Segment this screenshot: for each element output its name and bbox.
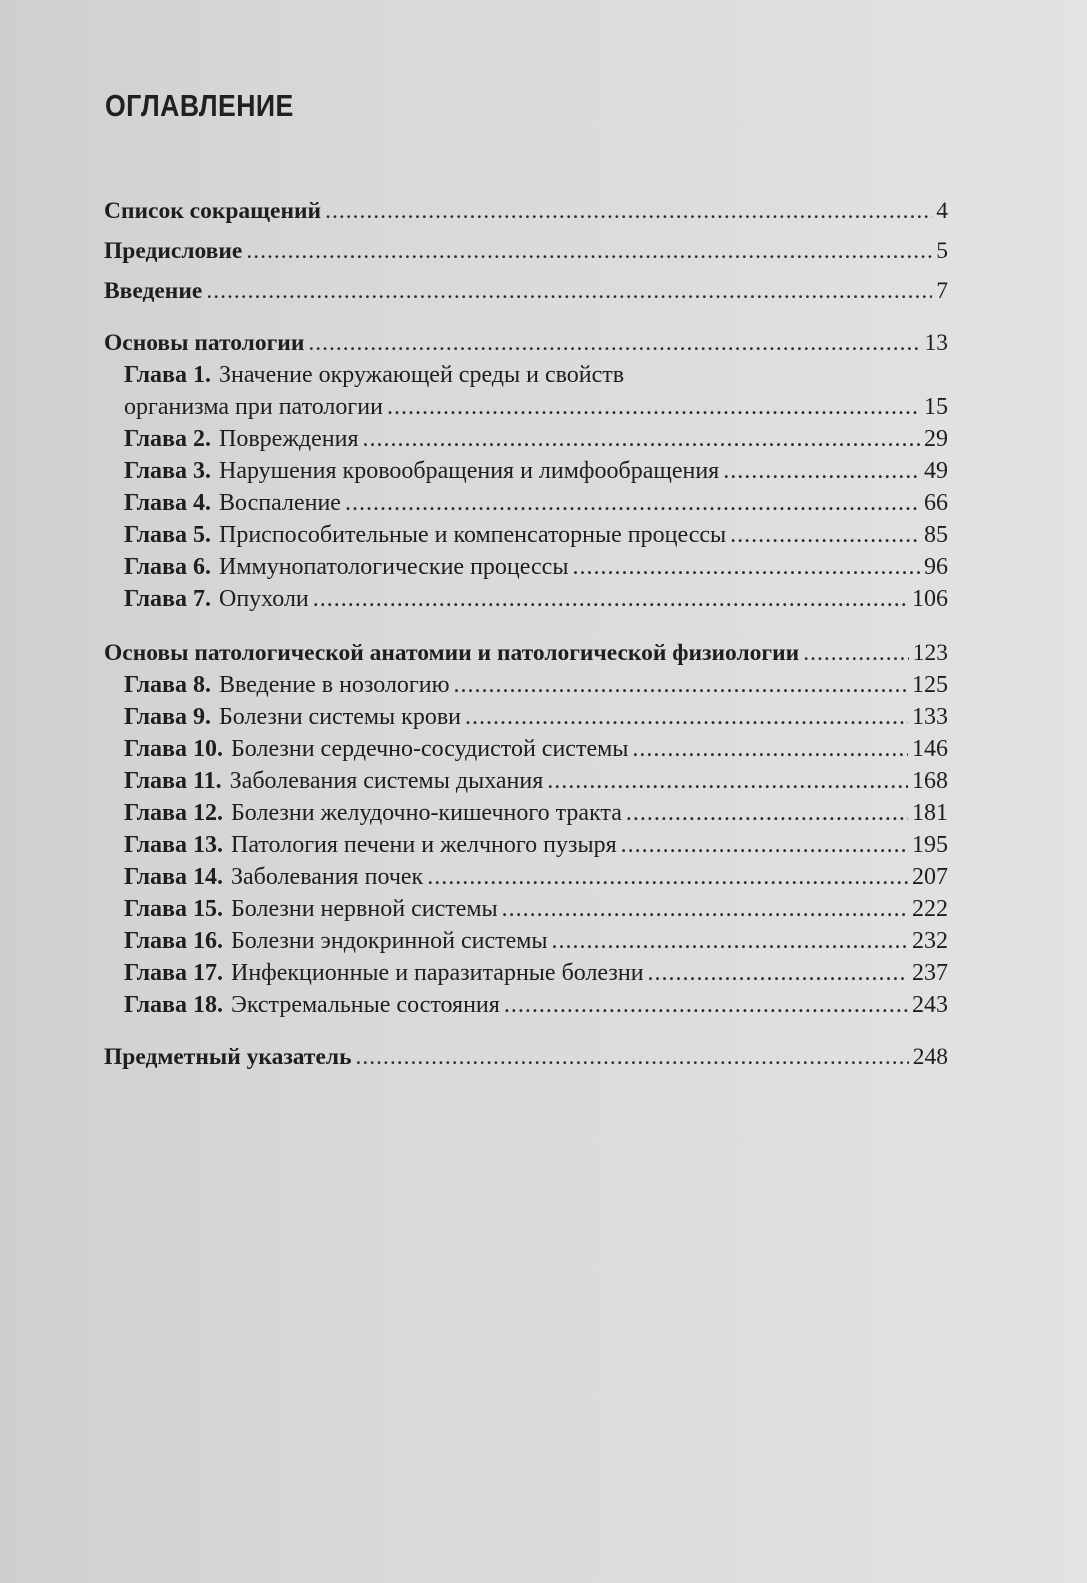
toc-chapter-9: [104, 701, 948, 733]
toc-page-number: 49: [924, 458, 948, 484]
chapter-number: Глава 10.: [124, 736, 223, 762]
toc-page-number: 29: [924, 426, 948, 452]
leader-dots: [504, 989, 908, 1021]
toc-entry-title: Введение: [104, 278, 203, 304]
chapter-number: Глава 3.: [124, 458, 211, 484]
toc-chapter-13: [104, 829, 948, 861]
leader-dots: [632, 733, 908, 765]
toc-page-number: 125: [912, 672, 948, 698]
toc-page-number: 222: [912, 896, 948, 922]
toc-page-number: 195: [912, 832, 948, 858]
toc-chapter-7: [104, 583, 948, 615]
chapter-title: Заболевания системы дыхания: [229, 768, 544, 794]
toc-page-number: 5: [936, 238, 948, 264]
toc-page-number: 232: [912, 928, 948, 954]
leader-dots: [723, 455, 920, 487]
chapter-title: Патология печени и желчного пузыря: [231, 832, 617, 858]
chapter-number: Глава 2.: [124, 426, 211, 452]
toc-entry-preface: [104, 235, 948, 267]
chapter-number: Глава 1.: [124, 362, 211, 388]
leader-dots: [356, 1041, 909, 1073]
toc-page-number: 7: [936, 278, 948, 304]
chapter-title: Экстремальные состояния: [231, 992, 500, 1018]
toc-page-number: 106: [912, 586, 948, 612]
page-title: ОГЛАВЛЕНИЕ: [105, 88, 294, 123]
toc-page-number: 207: [912, 864, 948, 890]
toc-entry-title: Предметный указатель: [104, 1044, 352, 1070]
chapter-title: Заболевания почек: [231, 864, 424, 890]
toc-part-title: Основы патологической анатомии и патологической физиологии: [104, 640, 800, 666]
leader-dots: [803, 637, 909, 669]
chapter-title: Приспособительные и компенсаторные процессы: [219, 522, 727, 548]
toc-chapter-18: [104, 989, 948, 1021]
chapter-number: Глава 5.: [124, 522, 211, 548]
leader-dots: [621, 829, 908, 861]
leader-dots: [325, 195, 932, 227]
chapter-title: Болезни нервной системы: [231, 896, 498, 922]
toc-chapter-10: [104, 733, 948, 765]
leader-dots: [502, 893, 908, 925]
leader-dots: [308, 327, 920, 359]
leader-dots: [465, 701, 908, 733]
toc-chapter-14: [104, 861, 948, 893]
toc-page-number: 248: [912, 1044, 948, 1070]
toc-entry-subject-index: [104, 1041, 948, 1073]
toc-chapter-2: [104, 423, 948, 455]
toc-part-2: [104, 637, 948, 669]
chapter-number: Глава 8.: [124, 672, 211, 698]
table-of-contents: [104, 195, 948, 1073]
chapter-number: Глава 17.: [124, 960, 223, 986]
toc-page-number: 133: [912, 704, 948, 730]
toc-part-title: Основы патологии: [104, 330, 305, 356]
toc-part-1: [104, 327, 948, 359]
toc-page-number: 13: [924, 330, 948, 356]
toc-page-number: 15: [924, 394, 948, 420]
toc-page-number: 168: [912, 768, 948, 794]
toc-entry-abbreviations: [104, 195, 948, 227]
leader-dots: [313, 583, 908, 615]
toc-page-number: 237: [912, 960, 948, 986]
leader-dots: [246, 235, 932, 267]
toc-chapter-1-continued: [104, 391, 948, 423]
toc-page-number: 96: [924, 554, 948, 580]
chapter-number: Глава 14.: [124, 864, 223, 890]
toc-chapter-17: [104, 957, 948, 989]
toc-page-number: 85: [924, 522, 948, 548]
toc-chapter-6: [104, 551, 948, 583]
chapter-title: Значение окружающей среды и свойств: [219, 362, 625, 388]
leader-dots: [454, 669, 908, 701]
chapter-title: Воспаление: [219, 490, 341, 516]
toc-entry-title: Предисловие: [104, 238, 243, 264]
chapter-title: Иммунопатологические процессы: [219, 554, 569, 580]
leader-dots: [730, 519, 920, 551]
leader-dots: [547, 765, 908, 797]
chapter-title: Нарушения кровообращения и лимфообращения: [219, 458, 720, 484]
toc-chapter-4: [104, 487, 948, 519]
toc-page-number: 66: [924, 490, 948, 516]
toc-chapter-12: [104, 797, 948, 829]
leader-dots: [626, 797, 908, 829]
toc-chapter-3: [104, 455, 948, 487]
leader-dots: [206, 275, 932, 307]
toc-chapter-16: [104, 925, 948, 957]
leader-dots: [387, 391, 920, 423]
toc-chapter-1: [104, 359, 948, 391]
chapter-title: Болезни сердечно-сосудистой системы: [231, 736, 629, 762]
toc-page-number: 146: [912, 736, 948, 762]
leader-dots: [552, 925, 908, 957]
chapter-number: Глава 12.: [124, 800, 223, 826]
toc-page-number: 4: [936, 198, 948, 224]
chapter-title-continued: организма при патологии: [124, 394, 383, 420]
toc-page-number: 243: [912, 992, 948, 1018]
chapter-title: Введение в нозологию: [219, 672, 450, 698]
chapter-number: Глава 15.: [124, 896, 223, 922]
leader-dots: [572, 551, 920, 583]
chapter-title: Болезни системы крови: [219, 704, 461, 730]
toc-chapter-8: [104, 669, 948, 701]
chapter-title: Болезни желудочно-кишечного тракта: [231, 800, 622, 826]
leader-dots: [345, 487, 920, 519]
toc-page-number: 181: [912, 800, 948, 826]
chapter-number: Глава 7.: [124, 586, 211, 612]
chapter-title: Инфекционные и паразитарные болезни: [231, 960, 644, 986]
chapter-title: Болезни эндокринной системы: [231, 928, 548, 954]
leader-dots: [427, 861, 908, 893]
chapter-title: Опухоли: [219, 586, 309, 612]
chapter-number: Глава 6.: [124, 554, 211, 580]
chapter-number: Глава 9.: [124, 704, 211, 730]
chapter-number: Глава 18.: [124, 992, 223, 1018]
chapter-title: Повреждения: [219, 426, 359, 452]
leader-dots: [363, 423, 921, 455]
chapter-number: Глава 16.: [124, 928, 223, 954]
toc-entry-title: Список сокращений: [104, 198, 322, 224]
chapter-number: Глава 4.: [124, 490, 211, 516]
toc-chapter-15: [104, 893, 948, 925]
toc-page-number: 123: [912, 640, 948, 666]
toc-chapter-11: [104, 765, 948, 797]
leader-dots: [648, 957, 908, 989]
chapter-number: Глава 11.: [124, 768, 222, 794]
toc-entry-introduction: [104, 275, 948, 307]
chapter-number: Глава 13.: [124, 832, 223, 858]
toc-chapter-5: [104, 519, 948, 551]
